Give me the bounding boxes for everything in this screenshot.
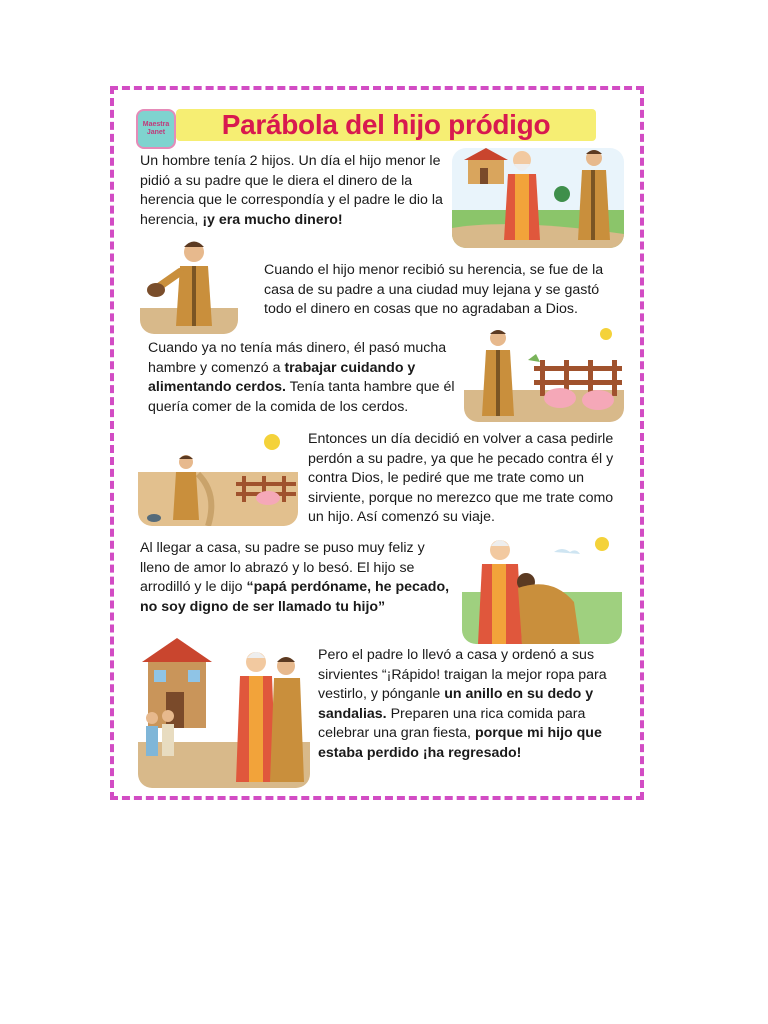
son-leaving-pigs-illustration (138, 434, 298, 526)
paragraph-6 (318, 646, 624, 764)
teacher-logo (136, 109, 176, 149)
paragraph-1 (140, 152, 456, 230)
paragraph-2: Cuando el hijo menor recibió su herencia, se fue de la casa de su padre a una ciudad muy lejana y se gastó todo el dinero en cosas que no agradaban a Dios. (264, 262, 604, 318)
paragraph-3 (148, 339, 460, 417)
paragraph-1-bold: ¡y era mucho dinero! (202, 211, 343, 228)
paragraph-6-bold-1: un anillo en su dedo y sandalias. (318, 686, 594, 722)
paragraph-3-text: Cuando ya no tenía más dinero, él pasó mucha hambre y comenzó a (148, 340, 447, 376)
paragraph-1-text: Un hombre tenía 2 hijos. Un día el hijo menor le pidió a su padre que le diera el dinero de la herencia que le correspondía y el padre le dio la herencia, (140, 153, 443, 228)
son-with-money-bag-illustration (140, 238, 238, 334)
father-gives-inheritance-illustration (452, 148, 624, 248)
son-kneeling-father-illustration (462, 532, 622, 644)
logo-line-1: Maestra (142, 121, 170, 128)
title-band (176, 109, 596, 141)
paragraph-3-bold: trabajar cuidando y alimentando cerdos. (148, 359, 416, 396)
paragraph-5-text: Al llegar a casa, su padre se puso muy feliz y lleno de amor lo abrazó y lo besó. El hijo se arrodilló y le dijo (140, 540, 425, 596)
son-feeding-pigs-illustration (464, 326, 624, 422)
paragraph-4: Entonces un día decidió en volver a casa pedirle perdón a su padre, ya que he pecado contra él y contra Dios, le pediré que me trate como un sirviente, porque no merezco que me trate como un hijo. Así comenzó su viaje. (308, 431, 614, 526)
page-title: Parábola del hijo pródigo (221, 109, 551, 140)
father-welcomes-son-home-illustration (138, 632, 310, 788)
paragraph-6-text-mid: Preparen una rica comida para celebrar una gran fiesta, (318, 705, 586, 742)
worksheet (110, 86, 644, 800)
paragraph-6-bold-2: porque mi hijo que estaba perdido ¡ha regresado! (318, 725, 602, 761)
paragraph-5-bold: “papá perdóname, he pecado, no soy digno de ser llamado tu hijo” (140, 579, 450, 615)
paragraph-3-text-end: Tenía tanta hambre que él quería comer de la comida de los cerdos. (148, 379, 455, 415)
paragraph-6-text: Pero el padre lo llevó a casa y ordenó a sus sirvientes “¡Rápido! traigan la mejor ropa para vestirlo, y pónganle (318, 647, 607, 703)
paragraph-5 (140, 539, 458, 617)
logo-line-2: Janet (146, 129, 166, 136)
